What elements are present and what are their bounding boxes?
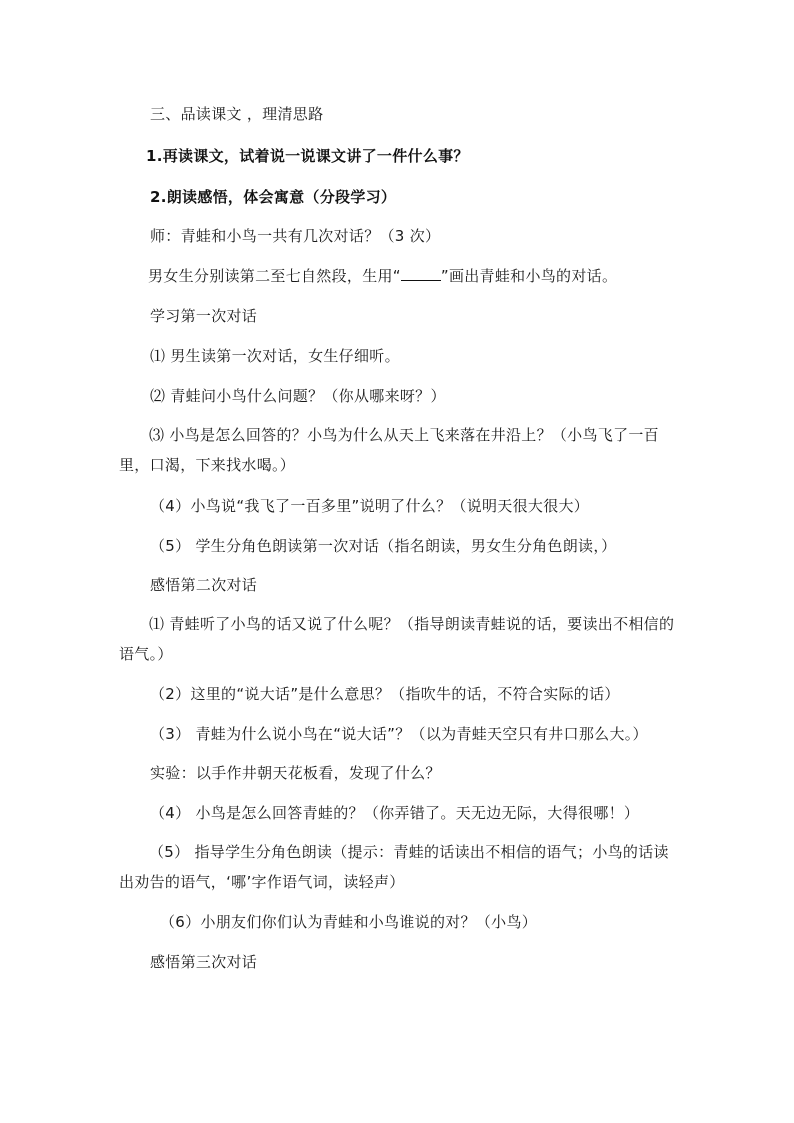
part1-item-5: （5） 学生分角色朗读第一次对话（指名朗读，男女生分角色朗读，）: [150, 537, 617, 555]
reading-instruction: [148, 266, 617, 286]
part1-item-3: [119, 420, 679, 480]
underline-blank: [401, 268, 441, 281]
part2-item-1-text: ⑴ 青蛙听了小鸟的话又说了什么呢？（指导朗读青蛙说的话，要读出不相信的语气。）: [119, 615, 675, 663]
part1-item-3-text: ⑶ 小鸟是怎么回答的？小鸟为什么从天上飞来落在井沿上？（小鸟飞了一百里，口渴，下来找水喝。）: [119, 426, 659, 474]
part2-item-6: （6）小朋友们你们认为青蛙和小鸟谁说的对？（小鸟）: [160, 913, 538, 931]
part1-item-4: （4）小鸟说“我飞了一百多里”说明了什么？（说明天很大很大）: [150, 497, 590, 515]
part3-title: 感悟第三次对话: [150, 953, 258, 971]
question-1: 1.再读课文，试着说一说课文讲了一件什么事？: [146, 147, 469, 165]
part2-item-2: （2）这里的“说大话”是什么意思？（指吹牛的话，不符合实际的话）: [150, 685, 620, 703]
experiment-note: 实验：以手作井朝天花板看，发现了什么？: [150, 764, 441, 782]
reading-instruction-prefix: 男女生分别读第二至七自然段，生用“: [148, 267, 401, 285]
question-2: 2.朗读感悟，体会寓意（分段学习）: [150, 188, 397, 206]
section-title: 三、品读课文 ，理清思路: [150, 105, 324, 123]
part2-item-4: （4） 小鸟是怎么回答青蛙的？（你弄错了。天无边无际，大得很哪！）: [150, 804, 640, 822]
part2-item-5-text: （5） 指导学生分角色朗读（提示：青蛙的话读出不相信的语气；小鸟的话读出劝告的语气，‘哪’字作语气词，读轻声）: [119, 843, 669, 891]
part1-title: 学习第一次对话: [150, 307, 258, 325]
part2-item-1: [119, 609, 679, 669]
reading-instruction-suffix: ”画出青蛙和小鸟的对话。: [440, 267, 618, 285]
part2-title: 感悟第二次对话: [150, 576, 258, 594]
part1-item-2: ⑵ 青蛙问小鸟什么问题？（你从哪来呀？）: [150, 387, 446, 405]
teacher-question: 师：青蛙和小鸟一共有几次对话？（3 次）: [150, 227, 441, 245]
part2-item-5: [119, 837, 679, 897]
part2-item-3: （3） 青蛙为什么说小鸟在“说大话”？（以为青蛙天空只有井口那么大。）: [150, 725, 648, 743]
part1-item-1: ⑴ 男生读第一次对话，女生仔细听。: [150, 347, 400, 365]
